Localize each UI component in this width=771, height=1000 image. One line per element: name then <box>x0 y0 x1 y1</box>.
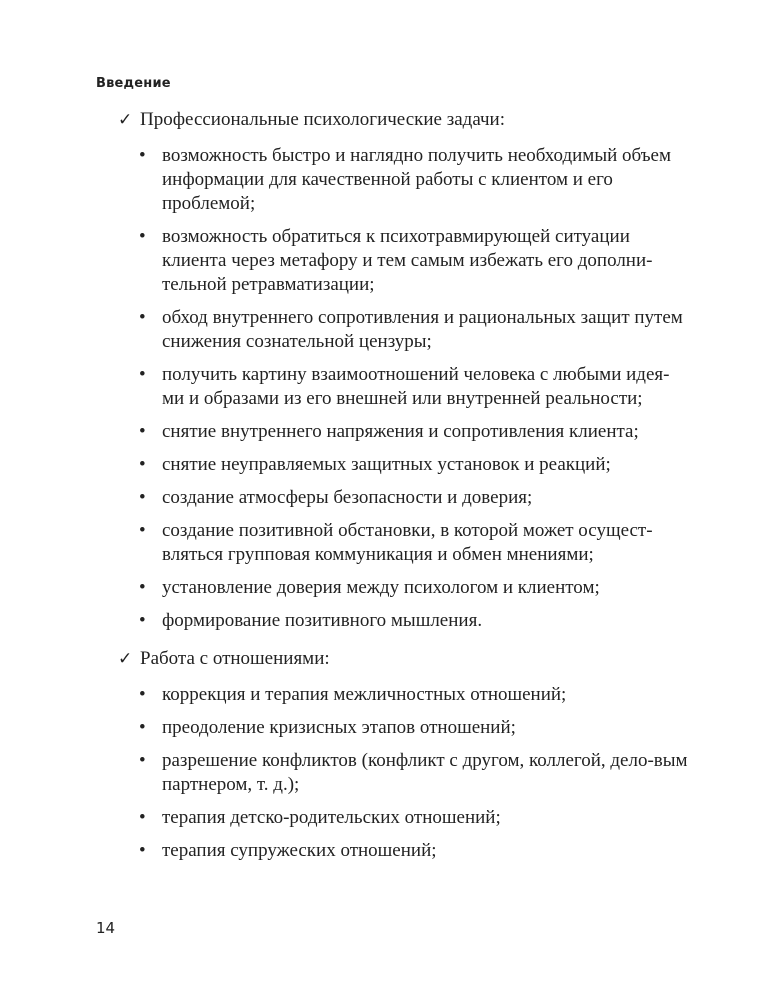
section-title <box>118 108 688 132</box>
list-item <box>118 225 688 297</box>
bullet-icon: • <box>139 717 146 738</box>
list-item <box>118 749 688 797</box>
bullet-icon: • <box>139 610 146 631</box>
running-header: Введение <box>96 76 171 91</box>
bullet-icon: • <box>139 307 146 328</box>
list-item-text: преодоление кризисных этапов отношений; <box>162 717 516 738</box>
list-item <box>118 519 688 567</box>
bullet-list <box>118 144 688 633</box>
list-item <box>118 683 688 707</box>
list-item-text: снятие неуправляемых защитных установок и реакций; <box>162 454 611 475</box>
bullet-icon: • <box>139 750 146 771</box>
list-item-text: возможность обратиться к психотравмирующей ситуации клиента через метафору и тем самым избежать его дополни-тельной ретравматизации; <box>162 226 653 295</box>
list-item-text: терапия детско-родительских отношений; <box>162 807 501 828</box>
bullet-icon: • <box>139 454 146 475</box>
list-item-text: коррекция и терапия межличностных отношений; <box>162 684 567 705</box>
list-item <box>118 576 688 600</box>
page-number: 14 <box>96 919 116 937</box>
list-item <box>118 420 688 444</box>
list-item-text: установление доверия между психологом и клиентом; <box>162 577 600 598</box>
bullet-icon: • <box>139 145 146 166</box>
list-item <box>118 453 688 477</box>
list-item <box>118 144 688 216</box>
list-item-text: разрешение конфликтов (конфликт с другом, коллегой, дело-вым партнером, т. д.); <box>162 750 688 795</box>
list-item <box>118 839 688 863</box>
section-title <box>118 647 688 671</box>
list-item <box>118 363 688 411</box>
section-title-text: Работа с отношениями: <box>140 648 330 669</box>
bullet-icon: • <box>139 226 146 247</box>
list-item <box>118 306 688 354</box>
section-title-text: Профессиональные психологические задачи: <box>140 109 505 130</box>
list-item <box>118 609 688 633</box>
list-item-text: создание атмосферы безопасности и доверия; <box>162 487 533 508</box>
bullet-list <box>118 683 688 863</box>
list-item-text: получить картину взаимоотношений человека с любыми идея-ми и образами из его внешней или внутренней реальности; <box>162 364 670 409</box>
checkmark-icon: ✓ <box>118 110 133 130</box>
list-item-text: формирование позитивного мышления. <box>162 610 483 631</box>
list-item-text: обход внутреннего сопротивления и рациональных защит путем снижения сознательной цензуры; <box>162 307 683 352</box>
list-item <box>118 486 688 510</box>
list-item-text: создание позитивной обстановки, в которой может осущест-вляться групповая коммуникация и обмен мнениями; <box>162 520 653 565</box>
list-item <box>118 806 688 830</box>
list-item-text: возможность быстро и наглядно получить необходимый объем информации для качественной работы с клиентом и его проблемой; <box>162 145 671 214</box>
list-item <box>118 716 688 740</box>
bullet-icon: • <box>139 684 146 705</box>
bullet-icon: • <box>139 840 146 861</box>
bullet-icon: • <box>139 520 146 541</box>
list-item-text: терапия супружеских отношений; <box>162 840 437 861</box>
bullet-icon: • <box>139 421 146 442</box>
checkmark-icon: ✓ <box>118 649 133 669</box>
bullet-icon: • <box>139 487 146 508</box>
bullet-icon: • <box>139 577 146 598</box>
page-content <box>118 108 688 877</box>
bullet-icon: • <box>139 807 146 828</box>
list-item-text: снятие внутреннего напряжения и сопротивления клиента; <box>162 421 639 442</box>
bullet-icon: • <box>139 364 146 385</box>
